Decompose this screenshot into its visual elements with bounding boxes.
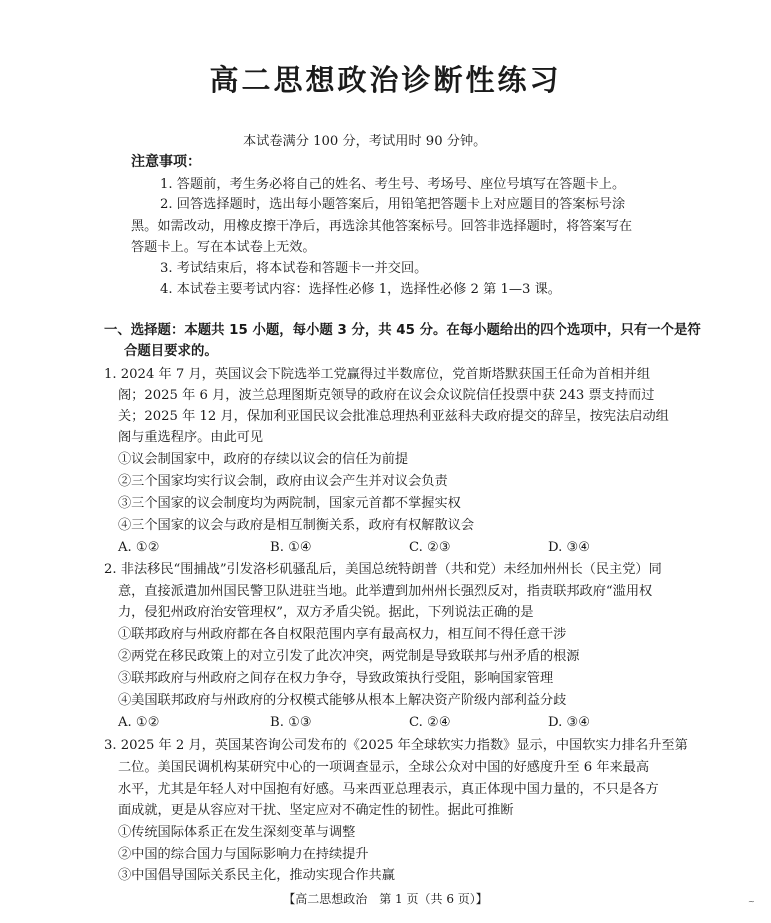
choice-d[interactable]: D. ③④ [548,715,591,730]
question-stem: 阁；2025 年 6 月，波兰总理图斯克领导的政府在议会众议院信任投票中获 243 票支持而过 [118,388,655,403]
page-footer: 【高二思想政治 第 1 页（共 6 页）】 [283,892,488,906]
notice-line: 3. 考试结束后，将本试卷和答题卡一并交回。 [160,261,428,276]
question-stem: 面成就，更是从容应对干扰、坚定应对不确定性的韧性。据此可推断 [118,803,514,818]
page-title: 高二思想政治诊断性练习 [209,63,562,97]
notice-line: 答题卡上。写在本试卷上无效。 [131,240,316,255]
notice-heading: 注意事项： [131,154,201,170]
question-stem: 阁与重选程序。由此可见 [118,430,264,445]
choice-c[interactable]: C. ②③ [409,540,451,555]
question-item: ②三个国家均实行议会制，政府由议会产生并对议会负责 [118,474,448,489]
choice-a[interactable]: A. ①② [118,715,160,730]
section-heading: 一、选择题：本题共 15 小题，每小题 3 分，共 45 分。在每小题给出的四个选项中，只有一个是符 [104,323,701,338]
question-stem: 1. 2024 年 7 月，英国议会下院选举工党赢得过半数席位，党首斯塔默获国王任命为首相并组 [104,367,651,382]
corner-mark: ~ [748,897,755,906]
question-item: ①传统国际体系正在发生深刻变革与调整 [118,825,356,840]
question-stem: 意，直接派遣加州国民警卫队进驻当地。此举遭到加州州长强烈反对，指责联邦政府“滥用权 [118,584,653,599]
notice-line: 2. 回答选择题时，选出每小题答案后，用铅笔把答题卡上对应题目的答案标号涂 [160,197,626,212]
notice-line: 1. 答题前，考生务必将自己的姓名、考生号、考场号、座位号填写在答题卡上。 [160,177,626,192]
question-item: ①联邦政府与州政府都在各自权限范围内享有最高权力，相互间不得任意干涉 [118,627,567,642]
question-stem: 关；2025 年 12 月，保加利亚国民议会批准总理热利亚兹科夫政府提交的辞呈，按宪法启动组 [118,409,669,424]
choice-a[interactable]: A. ①② [118,540,160,555]
question-item: ③三个国家的议会制度均为两院制，国家元首都不掌握实权 [118,496,461,511]
question-item: ②中国的综合国力与国际影响力在持续提升 [118,847,369,862]
choice-b[interactable]: B. ①④ [270,540,312,555]
question-item: ②两党在移民政策上的对立引发了此次冲突，两党制是导致联邦与州矛盾的根源 [118,649,580,664]
section-heading: 合题目要求的。 [124,344,218,359]
exam-info: 本试卷满分 100 分，考试用时 90 分钟。 [243,134,487,149]
question-stem: 3. 2025 年 2 月，英国某咨询公司发布的《2025 年全球软实力指数》显示，中国软实力排名升至第 [104,738,688,753]
question-item: ①议会制国家中，政府的存续以议会的信任为前提 [118,452,409,467]
question-stem: 二位。美国民调机构某研究中心的一项调查显示，全球公众对中国的好感度升至 6 年来最高 [118,760,650,775]
question-stem: 2. 非法移民“围捕战”引发洛杉矶骚乱后，美国总统特朗普（共和党）未经加州州长（民主党）同 [104,562,662,577]
question-stem: 水平，尤其是年轻人对中国抱有好感。马来西亚总理表示，真正体现中国力量的，不只是各方 [118,782,659,797]
question-stem: 力，侵犯州政府治安管理权”，双方矛盾尖锐。据此，下列说法正确的是 [118,605,534,620]
question-item: ③中国倡导国际关系民主化，推动实现合作共赢 [118,868,395,883]
question-item: ③联邦政府与州政府之间存在权力争夺，导致政策执行受阻，影响国家管理 [118,671,554,686]
notice-line: 黑。如需改动，用橡皮擦干净后，再选涂其他答案标号。回答非选择题时，将答案写在 [131,219,633,234]
question-item: ④美国联邦政府与州政府的分权模式能够从根本上解决资产阶级内部利益分歧 [118,693,567,708]
notice-line: 4. 本试卷主要考试内容：选择性必修 1，选择性必修 2 第 1—3 课。 [160,282,561,297]
choice-b[interactable]: B. ①③ [270,715,312,730]
choice-d[interactable]: D. ③④ [548,540,591,555]
choice-c[interactable]: C. ②④ [409,715,451,730]
question-item: ④三个国家的议会与政府是相互制衡关系，政府有权解散议会 [118,518,475,533]
